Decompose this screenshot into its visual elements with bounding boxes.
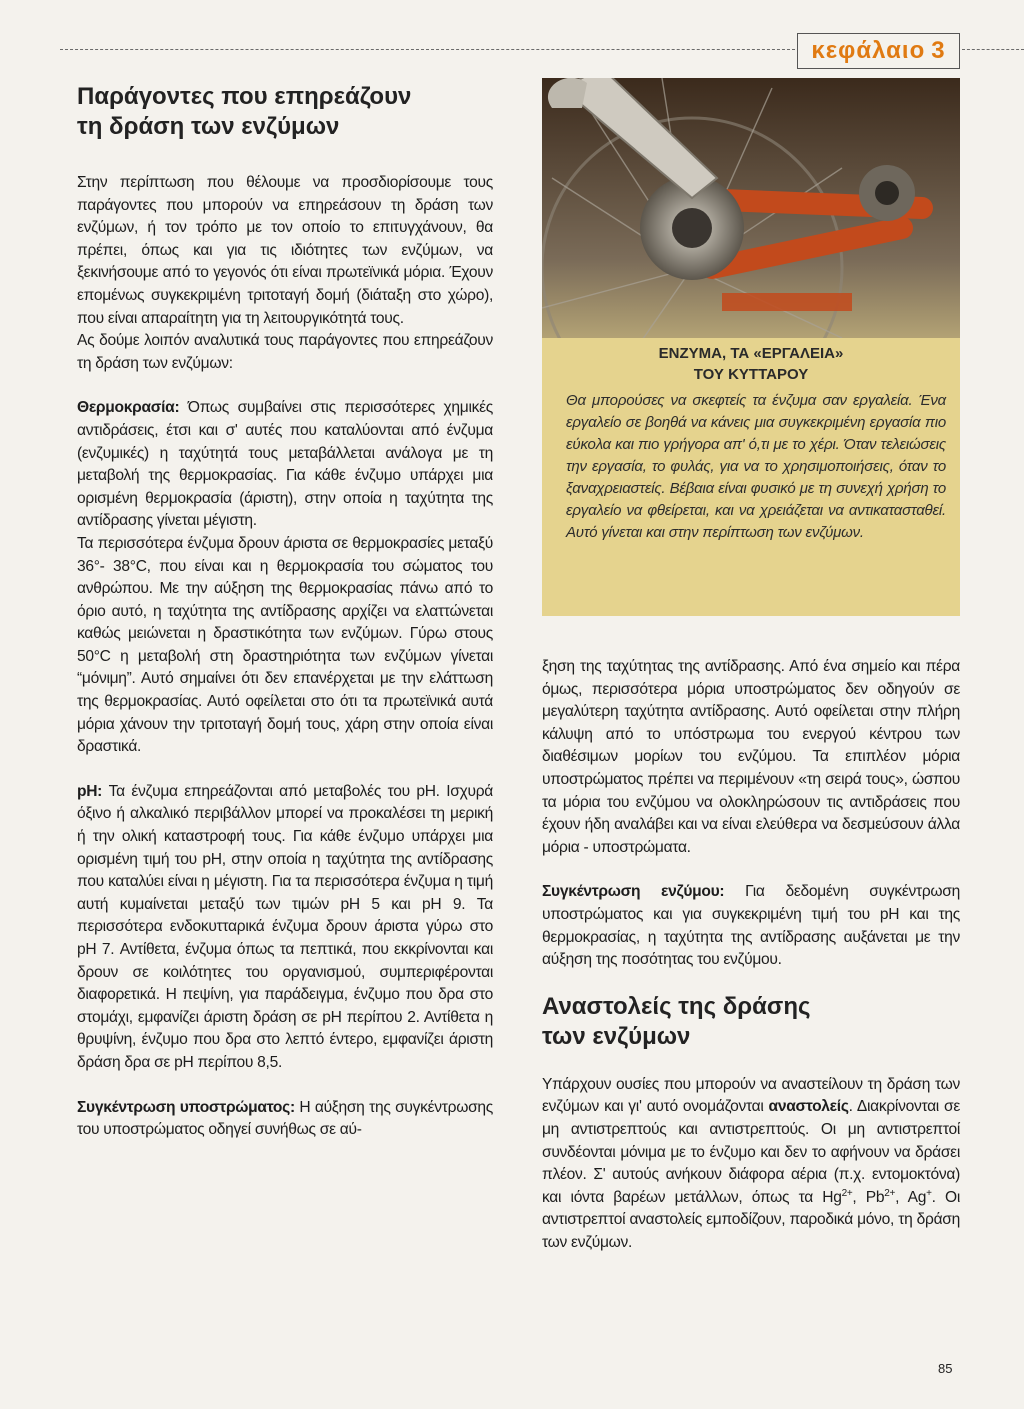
box-title-line1: ΕΝΖΥΜΑ, ΤΑ «ΕΡΓΑΛΕΙΑ» bbox=[658, 345, 844, 362]
header-rule-left bbox=[60, 49, 795, 50]
inhibitors-text-2: . Διακρίνονται σε μη αντιστρεπτούς και αντιστρεπτούς. Οι μη αντιστρεπτοί συνδέονται μόνιμα με το ένζυμο και δεν το αφήνουν να δράσει πλέον. Σ' αυτούς ανήκουν διάφορα αέρια (π.χ. εντομοκτόνα) και ιόντα βαρέων μετάλλων, όπως τα Hg bbox=[542, 1098, 960, 1206]
ph-text: Τα ένζυμα επηρεάζονται από μεταβολές του pH. Ισχυρά όξινο ή αλκαλικό περιβάλλον μπορεί να προκαλέσει τη μερική ή την ολική καταστροφή τους. Για κάθε ένζυμο υπάρχει μια ορισμένη τιμή του pH, στην οποία η ταχύτητα της αντίδρασης που καταλύει είναι η μέγιστη. Για τα περισσότερα ένζυμα η τιμή αυτή κυμαίνεται μεταξύ των τιμών pH 5 και pH 9. Τα περισσότερα ενδοκυτταρικά ένζυμα δρουν άριστα γύρω στο pH 7. Αντίθετα, ένζυμα όπως τα πεπτικά, που εκκρίνονται και δρουν σε κοιλότητες του οργανισμού, συμπεριφέρονται διαφορετικά. Η πεψίνη, για παράδειγμα, ένζυμο που δρα στο στομάχι, εμφανίζει άριστη δράση σε pH περίπου 2. Αντίθετα η θρυψίνη, ένζυμο που δρα στο λεπτό έντερο, εμφανίζει άριστη δράση δρα σε pH περίπου 8,5. bbox=[77, 782, 493, 1071]
pb-charge: 2+ bbox=[884, 1187, 896, 1199]
right-column bbox=[542, 656, 960, 1254]
inhibitors-term: αναστολείς bbox=[768, 1098, 849, 1116]
ag-charge: + bbox=[926, 1187, 932, 1199]
intro-paragraph: Στην περίπτωση που θέλουμε να προσδιορίσουμε τους παράγοντες που μπορούν να επηρεάσουν τη δράση των ενζύμων, ή τον τρόπο με τον οποίο το επιτυγχάνουν, θα πρέπει, όπως και για τις ιδιότητες των ενζύμων, να ξεκινήσουμε από το γεγονός ότι είναι πρωτεϊνικά μόρια. Έχουν επομένως συγκεκριμένη τριτοταγή δομή (διάταξη στο χώρο), που είναι απαραίτητη για τη λειτουργικότητά τους. bbox=[77, 174, 493, 327]
substrate-term: Συγκέντρωση υποστρώματος: bbox=[77, 1098, 295, 1116]
header-rule-right bbox=[962, 49, 1024, 50]
chapter-number: 3 bbox=[931, 37, 946, 64]
box-title bbox=[542, 343, 960, 385]
ion-separator-1: , Pb bbox=[852, 1188, 885, 1206]
left-column bbox=[77, 82, 493, 1142]
box-title-line2: ΤΟΥ ΚΥΤΤΑΡΟΥ bbox=[693, 366, 809, 383]
enzyme-concentration-text: Για δεδομένη συγκέντρωση υποστρώματος και για συγκεκριμένη τιμή του pH και της θερμοκρασίας, η ταχύτητα της αντίδρασης αυξάνεται με την αύξηση της ποσότητας του ενζύμου. bbox=[542, 883, 960, 969]
page-number: 85 bbox=[938, 1361, 953, 1376]
inhibitors-title bbox=[542, 992, 960, 1052]
section-title-line1: Παράγοντες που επηρεάζουν bbox=[77, 83, 412, 110]
enzyme-concentration-paragraph bbox=[542, 881, 960, 971]
temperature-text: Όπως συμβαίνει στις περισσότερες χημικές αντιδράσεις, έτσι και σ' αυτές που καταλύονται από ένζυμα (ενζυμικές) η ταχύτητά τους μεταβάλλεται ανάλογα με τη μεταβολή της θερμοκρασίας. Για κάθε ένζυμο υπάρχει μια ορισμένη θερμοκρασία (άριστη), στην οποία η ταχύτητα της αντίδρασης γίνεται μέγιστη. bbox=[77, 399, 493, 530]
temperature-term: Θερμοκρασία: bbox=[77, 399, 180, 417]
substrate-text: Η αύξηση της συγκέντρωσης του υποστρώματος οδηγεί συνήθως σε αύ- bbox=[77, 1098, 493, 1139]
section-title bbox=[77, 82, 493, 142]
hg-charge: 2+ bbox=[841, 1187, 853, 1199]
substrate-paragraph bbox=[77, 1097, 493, 1142]
section-title-line2: τη δράση των ενζύμων bbox=[77, 113, 340, 140]
inhibitors-text-3: . Οι αντιστρεπτοί αναστολείς εμποδίζουν, παροδικά μόνο, τη δράση των ενζύμων. bbox=[542, 1188, 960, 1251]
ph-term: pH: bbox=[77, 782, 103, 800]
intro-paragraph-2: Ας δούμε λοιπόν αναλυτικά τους παράγοντες που επηρεάζουν τη δράση των ενζύμων: bbox=[77, 332, 493, 372]
chapter-word: κεφάλαιο bbox=[811, 37, 926, 64]
temperature-paragraph bbox=[77, 397, 493, 533]
inhibitors-text-1: Υπάρχουν ουσίες που μπορούν να αναστείλουν τη δράση των ενζύμων και γι' αυτό ονομάζονται bbox=[542, 1075, 960, 1116]
ph-paragraph bbox=[77, 781, 493, 1075]
box-text: Θα μπορούσες να σκεφτείς τα ένζυμα σαν εργαλεία. Ένα εργαλείο σε βοηθά να κάνεις μια συγκεκριμένη εργασία πιο εύκολα και πιο γρήγορα απ' ό,τι με το χέρι. Όταν τελειώσεις την εργασία, το φυλάς, για να το χρησιμοποιήσεις, όταν το ξαναχρειαστείς. Βέβαια είναι φυσικό με τη συνεχή χρήση το εργαλείο να φθείρεται, και να χρειάζεται να αντικατασταθεί. Αυτό γίνεται και στην περίπτωση των ενζύμων. bbox=[566, 392, 946, 541]
ion-separator-2: , Ag bbox=[895, 1188, 927, 1206]
inhibitors-paragraph bbox=[542, 1074, 960, 1255]
temperature-paragraph-2: Τα περισσότερα ένζυμα δρουν άριστα σε θερμοκρασίες μεταξύ 36°- 38°C, που είναι και η θερμοκρασία του σώματος του ανθρώπου. Με την αύξηση της θερμοκρασίας πάνω από το όριο αυτό, η ταχύτητα της αντίδρασης αρχίζει να ελαττώνεται καθώς μειώνεται η δραστικότητα των ενζύμων. Γύρω στους 50°C η μεταβολή στη δραστηριότητα των ενζύμων γίνεται “μόνιμη”. Αυτό σημαίνει ότι δεν επανέρχεται με την ελάττωση της θερμοκρασίας. Αυτό οφείλεται στο ότι τα πρωτεϊνικά αυτά μόρια χάνουν την τριτοταγή δομή τους, χάρη στην οποία είναι δραστικά. bbox=[77, 534, 493, 756]
chapter-label bbox=[797, 33, 960, 69]
substrate-continuation: ξηση της ταχύτητας της αντίδρασης. Από ένα σημείο και πέρα όμως, περισσότερα μόρια υποστρώματος δεν οδηγούν σε μεγαλύτερη ταχύτητα αντίδρασης. Αυτό οφείλεται στην πλήρη κάλυψη από το υπόστρωμα του ενεργού κέντρου των διαθέσιμων μορίων του ενζύμου. Τα επιπλέον μόρια υποστρώματος πρέπει να περιμένουν «τη σειρά τους», ώσπου τα μόρια του ενζύμου να ολοκληρώσουν τις αντιδράσεις που έχουν ήδη αναλάβει και να είναι ελεύθερα να δεσμεύσουν άλλα μόρια - υποστρώματα. bbox=[542, 658, 960, 856]
inhibitors-title-line1: Αναστολείς της δράσης bbox=[542, 992, 811, 1020]
enzyme-concentration-term: Συγκέντρωση ενζύμου: bbox=[542, 883, 725, 901]
inhibitors-title-line2: των ενζύμων bbox=[542, 1022, 691, 1050]
tools-info-box bbox=[542, 78, 960, 616]
